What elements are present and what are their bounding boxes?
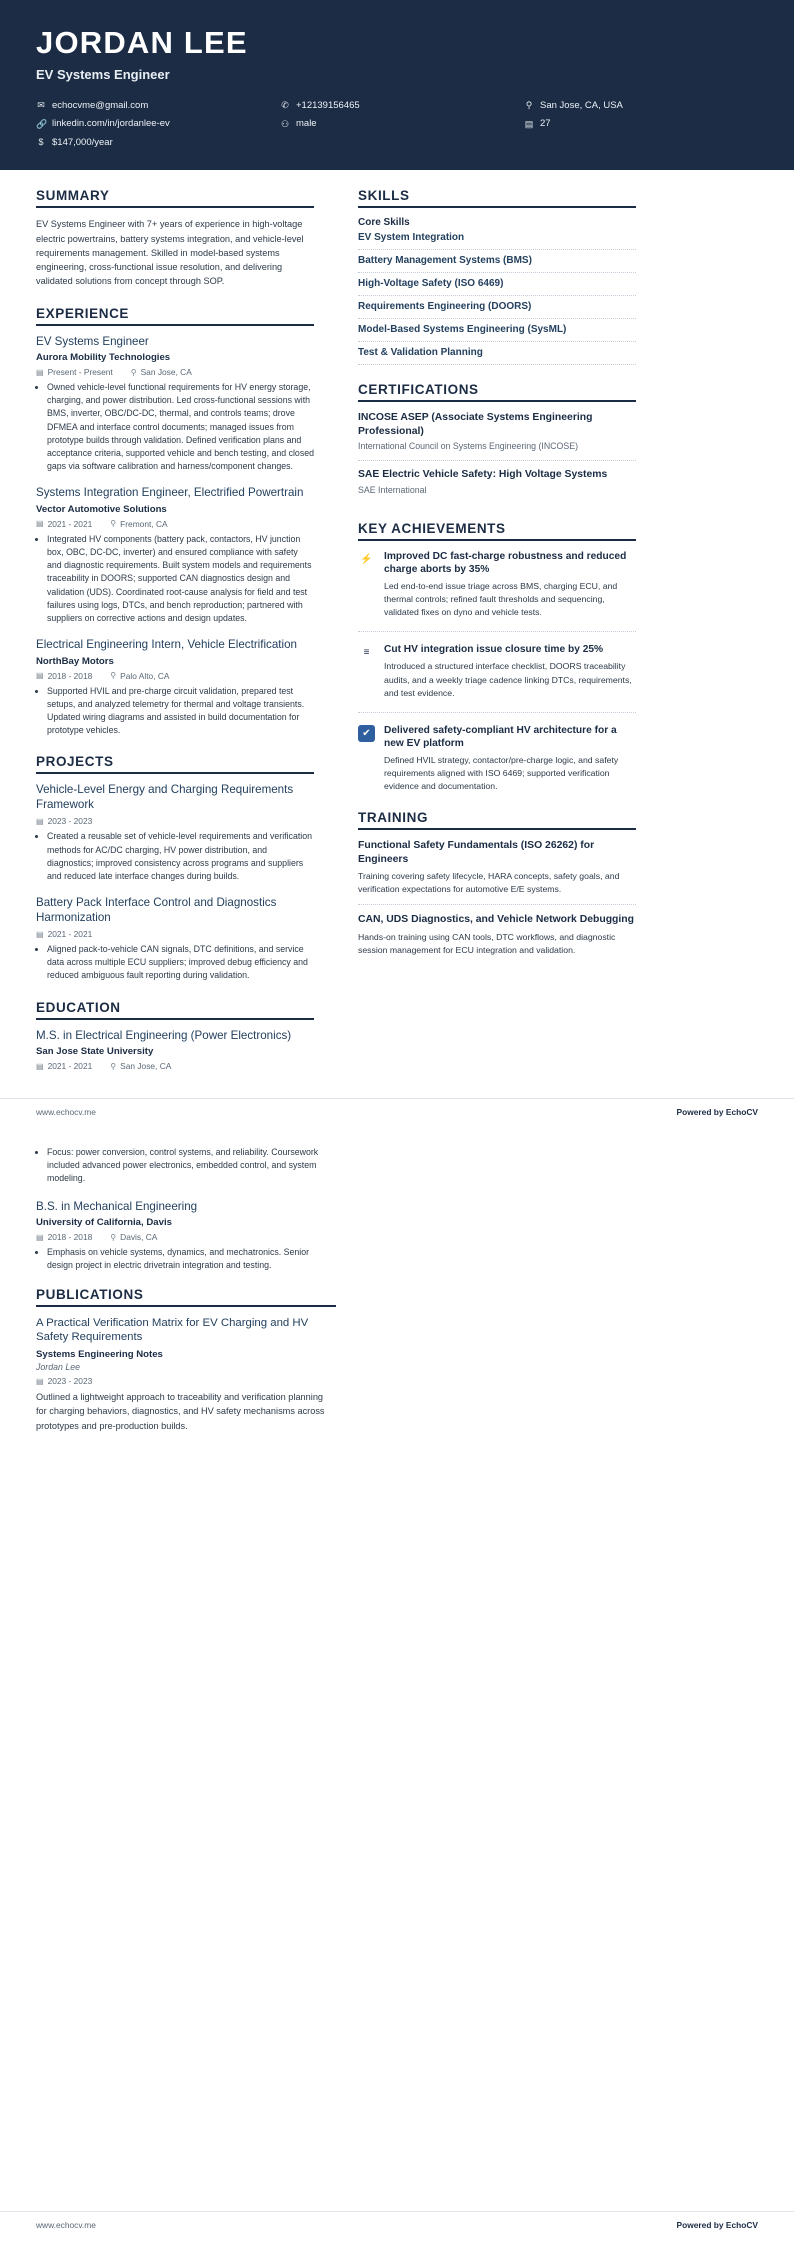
list-item: • Created a reusable set of vehicle-level requirements and verification methods for AC/DC charging, HV power distribution, and diagnostics; improved consistency across programs and suppliers and reduced late interface changes during builds. xyxy=(47,830,314,883)
location-icon: ⚲ xyxy=(110,519,117,529)
training-name: Functional Safety Fundamentals (ISO 26262) for Engineers xyxy=(358,840,595,865)
gender-icon: ⚇ xyxy=(280,118,290,129)
calendar-icon: ▤ xyxy=(36,1232,44,1242)
entry-meta xyxy=(36,1232,336,1242)
location-icon: ⚲ xyxy=(130,367,137,377)
achievement-item xyxy=(358,724,636,794)
section-skills xyxy=(358,188,636,365)
shield-check-icon: ✔ xyxy=(358,725,375,742)
list-item: • Focus: power conversion, control systems, and reliability. Coursework included advanced power electronics, embedded control, and system modeling. xyxy=(47,1146,336,1186)
page-footer-2 xyxy=(0,2211,794,2230)
list-item: • Integrated HV components (battery pack, contactors, HV junction box, OBC, DC-DC, inverter) and ensured compliance with safety and diagnostic requirements. Built system models and requirements traceability in DOORS; supported CAN diagnostics design and validation (UDS). Coordinated root-cause analysis for field and test failures using logs, DTCs, and bench reproduction; partnered with suppliers on corrective actions and design updates. xyxy=(47,533,314,625)
section-experience xyxy=(36,306,314,738)
certification-name: INCOSE ASEP (Associate Systems Engineering Professional) xyxy=(358,412,593,437)
entry-role: Systems Integration Engineer, Electrified Powertrain xyxy=(36,486,304,500)
publication-dates: 2023 - 2023 xyxy=(47,1376,93,1387)
entry-bullets xyxy=(47,830,314,883)
entry-dates: Present - Present xyxy=(47,367,113,377)
email-icon: ✉ xyxy=(37,100,45,111)
skill-item: Requirements Engineering (DOORS) xyxy=(358,296,636,319)
training-desc: Hands-on training using CAN tools, DTC workflows, and diagnostic session management for ECU integration and validation. xyxy=(358,931,616,955)
page-break-gap xyxy=(0,1117,794,1143)
entry-bullets xyxy=(47,381,314,473)
link-icon: 🔗 xyxy=(36,118,48,129)
section-training xyxy=(358,810,636,965)
publication-desc: Outlined a lightweight approach to traceability and verification planning for charging behaviors, diagnostics, and HV safety mechanisms across prototypes and pre-production builds. xyxy=(36,1392,325,1431)
entry-bullets xyxy=(47,943,314,983)
entry-meta xyxy=(36,519,314,529)
achievement-title: Improved DC fast-charge robustness and reduced charge aborts by 35% xyxy=(384,550,627,575)
skill-item: Model-Based Systems Engineering (SysML) xyxy=(358,319,636,342)
experience-entry xyxy=(36,638,314,737)
achievement-item xyxy=(358,550,636,620)
page-footer-1 xyxy=(0,1098,794,1117)
entry-role: Electrical Engineering Intern, Vehicle Electrification xyxy=(36,638,297,652)
entry-role: Battery Pack Interface Control and Diagnostics Harmonization xyxy=(36,896,277,924)
publication-title: A Practical Verification Matrix for EV Charging and HV Safety Requirements xyxy=(36,1316,309,1344)
certification-item xyxy=(358,468,636,503)
divider xyxy=(358,631,636,632)
achievement-desc: Introduced a structured interface checklist, DOORS traceability audits, and a weekly triage cadence linking DTCs, requirements, and test evidence. xyxy=(384,661,632,698)
calendar-icon: ▤ xyxy=(524,118,534,129)
education-entry xyxy=(36,1029,314,1071)
contact-email-text: echocvme@gmail.com xyxy=(52,100,149,112)
training-name: CAN, UDS Diagnostics, and Vehicle Network Debugging xyxy=(358,914,634,926)
calendar-icon: ▤ xyxy=(36,367,44,377)
publication-meta xyxy=(36,1376,336,1386)
list-item: • Emphasis on vehicle systems, dynamics, and mechatronics. Senior design project in electric drivetrain integration and testing. xyxy=(47,1246,336,1272)
list-item: • Aligned pack-to-vehicle CAN signals, DTC definitions, and service data across multiple ECU suppliers; improved debug efficiency and reduced ambiguous fault reporting during validation. xyxy=(47,943,314,983)
footer-brand: Powered by EchoCV xyxy=(676,2220,758,2230)
certification-org: SAE International xyxy=(358,484,427,495)
entry-meta xyxy=(36,671,314,681)
entry-meta xyxy=(36,929,314,939)
footer-site[interactable]: www.echocv.me xyxy=(36,1107,96,1118)
contact-grid xyxy=(36,100,758,148)
section-title-training: TRAINING xyxy=(358,810,636,830)
project-entry xyxy=(36,783,314,883)
entry-bullets xyxy=(47,685,314,738)
calendar-icon: ▤ xyxy=(36,1376,44,1386)
section-title-publications: PUBLICATIONS xyxy=(36,1287,336,1307)
salary-icon: $ xyxy=(38,137,44,148)
location-icon: ⚲ xyxy=(110,1061,117,1071)
calendar-icon: ▤ xyxy=(36,519,44,529)
entry-location: San Jose, CA xyxy=(140,367,192,377)
header-job-title: EV Systems Engineer xyxy=(36,67,170,83)
section-summary xyxy=(36,188,314,288)
calendar-icon: ▤ xyxy=(36,671,44,681)
resume-header xyxy=(0,0,794,170)
skills-group-label: Core Skills xyxy=(358,217,410,229)
page-title: JORDAN LEE xyxy=(36,25,248,60)
left-column xyxy=(36,188,336,1088)
project-entry xyxy=(36,896,314,983)
location-icon: ⚲ xyxy=(525,100,533,111)
entry-dates: 2021 - 2021 xyxy=(47,1061,93,1072)
training-item xyxy=(358,913,636,965)
experience-entry xyxy=(36,486,314,625)
list-item: • Owned vehicle-level functional requirements for HV energy storage, charging, and power distribution. Led cross-functional sessions with BMS, inverter, OBC/DC-DC, thermal, and controls teams; drove DFMEA and interface control documents; managed issues from prototype builds through validation. Defined verification plans and acceptance criteria, supported vehicle and bench testing, and closed gaps via software calibration and harness/component changes. xyxy=(47,381,314,473)
contact-location xyxy=(524,100,758,111)
entry-location: San Jose, CA xyxy=(120,1061,172,1072)
section-title-certifications: CERTIFICATIONS xyxy=(358,382,636,402)
section-key-achievements xyxy=(358,521,636,794)
contact-email[interactable] xyxy=(36,100,270,111)
contact-linkedin[interactable] xyxy=(36,118,270,129)
publication-author: Jordan Lee xyxy=(36,1362,81,1373)
entry-meta xyxy=(36,1061,314,1071)
publication-source: Systems Engineering Notes xyxy=(36,1349,163,1361)
contact-location-text: San Jose, CA, USA xyxy=(540,100,623,112)
contact-gender-text: male xyxy=(296,118,317,130)
section-title-education: EDUCATION xyxy=(36,1000,314,1020)
education-continued xyxy=(36,1146,336,1433)
entry-dates: 2021 - 2021 xyxy=(47,929,93,940)
section-title-achievements: KEY ACHIEVEMENTS xyxy=(358,521,636,541)
skill-item: High-Voltage Safety (ISO 6469) xyxy=(358,273,636,296)
entry-bullets xyxy=(47,1246,336,1272)
resume-body xyxy=(0,170,794,1088)
training-item xyxy=(358,839,636,905)
phone-icon: ✆ xyxy=(281,100,289,111)
skill-item: EV System Integration xyxy=(358,232,636,250)
achievement-title: Cut HV integration issue closure time by 25% xyxy=(384,644,604,656)
entry-role: EV Systems Engineer xyxy=(36,334,149,348)
achievement-title: Delivered safety-compliant HV architecture for a new EV platform xyxy=(384,724,617,749)
section-title-summary: SUMMARY xyxy=(36,188,314,208)
achievement-item xyxy=(358,643,636,699)
certification-item xyxy=(358,411,636,461)
entry-dates: 2023 - 2023 xyxy=(47,816,93,827)
summary-text: EV Systems Engineer with 7+ years of experience in high-voltage electric powertrains, battery systems integration, and vehicle-level requirements management. Skilled in model-based systems engineering, cross-functional issue resolution, and delivering validated solutions from concept through SOP. xyxy=(36,219,304,287)
entry-company: University of California, Davis xyxy=(36,1217,172,1229)
right-column xyxy=(336,188,636,1088)
entry-company: Vector Automotive Solutions xyxy=(36,503,167,515)
location-icon: ⚲ xyxy=(110,1232,117,1242)
education-entry xyxy=(36,1200,336,1273)
entry-meta xyxy=(36,367,314,377)
entry-location: Fremont, CA xyxy=(120,518,168,529)
section-education xyxy=(36,1000,314,1071)
list-item: • Supported HVIL and pre-charge circuit validation, prepared test setups, and analyzed telemetry for thermal and voltage transients. Updated wiring diagrams and assisted in build documentation for prototype vehicles. xyxy=(47,685,314,738)
entry-dates: 2018 - 2018 xyxy=(47,670,93,681)
skill-item: Battery Management Systems (BMS) xyxy=(358,250,636,273)
contact-age xyxy=(524,118,758,129)
entry-meta xyxy=(36,816,314,826)
calendar-icon: ▤ xyxy=(36,816,44,826)
section-certifications xyxy=(358,382,636,503)
entry-company: San Jose State University xyxy=(36,1046,154,1058)
contact-phone-text: +12139156465 xyxy=(296,100,360,112)
entry-bullets xyxy=(47,533,314,625)
entry-bullets xyxy=(47,1146,336,1186)
entry-dates: 2018 - 2018 xyxy=(47,1232,93,1243)
contact-age-text: 27 xyxy=(540,118,551,130)
achievement-desc: Defined HVIL strategy, contactor/pre-charge logic, and safety requirements aligned with ISO 6469; supported verification evidence and documentation. xyxy=(384,755,619,792)
entry-company: Aurora Mobility Technologies xyxy=(36,352,171,363)
entry-role: Vehicle-Level Energy and Charging Requirements Framework xyxy=(36,783,294,811)
footer-brand: Powered by EchoCV xyxy=(676,1107,758,1118)
entry-location: Davis, CA xyxy=(120,1232,158,1243)
skill-item: Test & Validation Planning xyxy=(358,342,636,365)
entry-role: M.S. in Electrical Engineering (Power Electronics) xyxy=(36,1028,292,1042)
section-publications xyxy=(36,1287,336,1433)
list-icon: ≡ xyxy=(363,647,370,659)
achievement-desc: Led end-to-end issue triage across BMS, charging ECU, and thermal controls; refined fault thresholds and sequencing, validated fixes on dyno and vehicle tests. xyxy=(384,581,618,618)
location-icon: ⚲ xyxy=(110,671,117,681)
footer-site[interactable]: www.echocv.me xyxy=(36,2220,96,2230)
certification-org: International Council on Systems Engineering (INCOSE) xyxy=(358,441,579,452)
page-2-content xyxy=(0,1146,794,1433)
contact-salary-text: $147,000/year xyxy=(52,136,113,148)
entry-role: B.S. in Mechanical Engineering xyxy=(36,1199,198,1213)
section-projects xyxy=(36,754,314,982)
lightning-icon: ⚡ xyxy=(360,553,373,565)
section-title-skills: SKILLS xyxy=(358,188,636,208)
experience-entry xyxy=(36,335,314,474)
entry-location: Palo Alto, CA xyxy=(120,670,170,681)
contact-gender xyxy=(280,118,514,129)
contact-phone[interactable] xyxy=(280,100,514,111)
entry-company: NorthBay Motors xyxy=(36,655,114,667)
calendar-icon: ▤ xyxy=(36,1061,44,1071)
contact-linkedin-text: linkedin.com/in/jordanlee-ev xyxy=(52,118,170,130)
contact-salary xyxy=(36,137,270,148)
entry-dates: 2021 - 2021 xyxy=(47,518,93,529)
divider xyxy=(358,712,636,713)
calendar-icon: ▤ xyxy=(36,929,44,939)
section-title-experience: EXPERIENCE xyxy=(36,306,314,326)
training-desc: Training covering safety lifecycle, HARA concepts, safety goals, and verification expectations for automotive E/E systems. xyxy=(358,871,620,895)
certification-name: SAE Electric Vehicle Safety: High Voltage Systems xyxy=(358,469,608,481)
section-title-projects: PROJECTS xyxy=(36,754,314,774)
